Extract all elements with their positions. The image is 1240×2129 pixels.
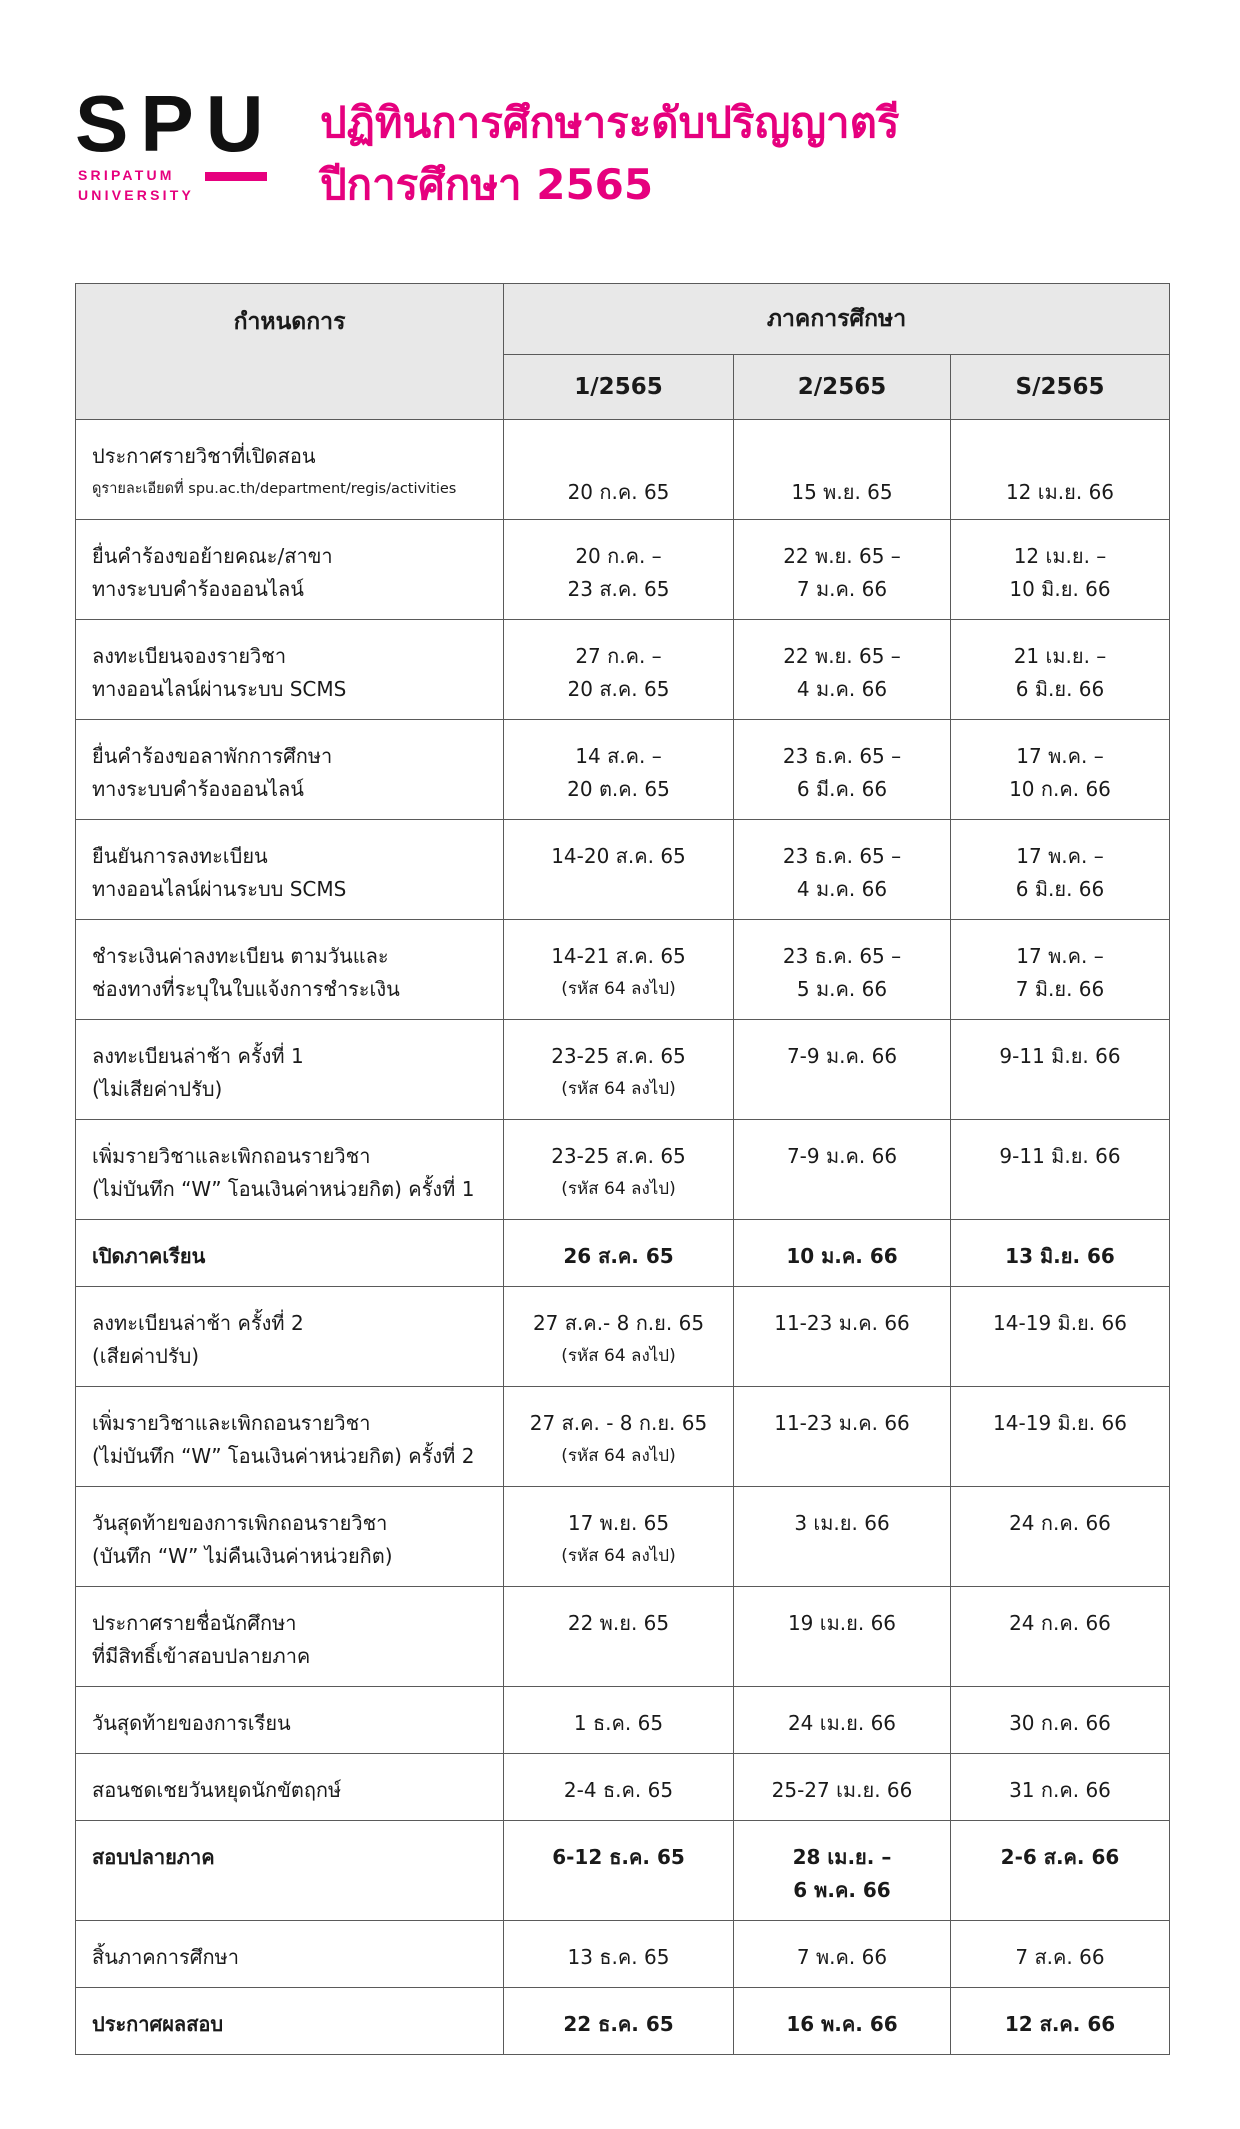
date-line: 14-19 มิ.ย. 66 [993,1311,1127,1335]
activity-label-line: ประกาศรายวิชาที่เปิดสอน [92,444,316,468]
activity-label [76,1020,504,1120]
date-line: 7-9 ม.ค. 66 [786,1044,898,1068]
activity-sub-note: ดูรายละเอียดที่ spu.ac.th/department/regis/activities [92,481,457,497]
logo-accent-bar [205,172,267,181]
activity-label-line: (ไม่เสียค่าปรับ) [92,1077,223,1101]
activity-label-line: ทางระบบคำร้องออนไลน์ [92,777,304,801]
term-3-date [951,1587,1170,1687]
logo-wordmark: SPU [75,79,276,168]
date-line: 7-9 ม.ค. 66 [786,1144,898,1168]
calendar-body [76,420,1170,2055]
logo-line-2: UNIVERSITY [78,187,195,203]
term-1-date [504,1988,734,2055]
activity-label-line: เปิดภาคเรียน [92,1244,206,1268]
activity-label-line: (ไม่บันทึก “W” โอนเงินค่าหน่วยกิต) ครั้งที่ 2 [92,1444,475,1468]
date-line: (รหัส 64 ลงไป) [561,1079,676,1099]
date-line: 23 ธ.ค. 65 – [782,744,902,768]
date-line: 1 ธ.ค. 65 [573,1711,664,1735]
date-line: 11-23 ม.ค. 66 [774,1311,910,1335]
term-2-date [734,1120,951,1220]
date-line: 23-25 ส.ค. 65 [551,1044,686,1068]
table-row [76,420,1170,520]
table-row [76,820,1170,920]
activity-label-line: ที่มีสิทธิ์เข้าสอบปลายภาค [92,1644,311,1668]
header-term-1: 1/2565 [504,355,734,420]
table-row [76,1020,1170,1120]
term-2-date [734,1587,951,1687]
date-line: 15 พ.ย. 65 [791,480,893,504]
term-1-date [504,820,734,920]
date-line: 3 เม.ย. 66 [794,1511,890,1535]
term-2-date [734,920,951,1020]
term-2-date [734,1387,951,1487]
term-3-date [951,1487,1170,1587]
date-line: 6 พ.ค. 66 [793,1878,891,1902]
date-line: 5 ม.ค. 66 [796,977,888,1001]
term-2-date [734,1220,951,1287]
date-line: 6-12 ธ.ค. 65 [552,1845,685,1869]
title-line-1: ปฏิทินการศึกษาระดับปริญญาตรี [320,98,900,147]
term-3-date [951,1754,1170,1821]
date-line: 7 มิ.ย. 66 [1015,977,1105,1001]
table-row [76,620,1170,720]
spu-logo [75,79,276,212]
term-1-date [504,1387,734,1487]
activity-label [76,1687,504,1754]
table-row [76,1821,1170,1921]
date-line: 22 พ.ย. 65 – [783,544,901,568]
logo-line-1: SRIPATUM [78,167,175,183]
activity-label-line: ทางระบบคำร้องออนไลน์ [92,577,304,601]
date-line: 2-4 ธ.ค. 65 [563,1778,674,1802]
term-2-date [734,1687,951,1754]
date-line: 16 พ.ค. 66 [786,2012,898,2036]
date-line: 2-6 ส.ค. 66 [1000,1845,1120,1869]
date-line: 27 ส.ค.- 8 ก.ย. 65 [532,1311,705,1335]
term-3-date [951,1988,1170,2055]
table-row [76,1120,1170,1220]
activity-label [76,1988,504,2055]
date-line: 24 เม.ย. 66 [787,1711,897,1735]
date-line: 9-11 มิ.ย. 66 [999,1044,1121,1068]
date-line: 13 มิ.ย. 66 [1005,1244,1115,1268]
date-line: 23 ธ.ค. 65 – [782,844,902,868]
date-line: 23-25 ส.ค. 65 [551,1144,686,1168]
activity-label-line: วันสุดท้ายของการเรียน [92,1711,291,1735]
date-line: 27 ก.ค. – [575,644,662,668]
date-line: 20 ก.ค. – [575,544,662,568]
activity-label-line: ทางออนไลน์ผ่านระบบ SCMS [92,877,347,901]
date-line: 23 ส.ค. 65 [567,577,670,601]
term-2-date [734,1921,951,1988]
date-line: 14 ส.ค. – [575,744,662,768]
date-line: 12 เม.ย. – [1013,544,1107,568]
activity-label-line: เพิ่มรายวิชาและเพิกถอนรายวิชา [92,1411,371,1435]
header-schedule: กำหนดการ [76,284,504,420]
activity-label-line: ลงทะเบียนล่าช้า ครั้งที่ 2 [92,1311,304,1335]
term-2-date [734,420,951,520]
activity-label-line: สิ้นภาคการศึกษา [92,1945,239,1969]
activity-label [76,1821,504,1921]
term-3-date [951,820,1170,920]
activity-label-line: วันสุดท้ายของการเพิกถอนรายวิชา [92,1511,388,1535]
activity-label-line: ยืนยันการลงทะเบียน [92,844,268,868]
term-1-date [504,720,734,820]
table-row [76,920,1170,1020]
date-line: 31 ก.ค. 66 [1009,1778,1111,1802]
activity-label [76,1487,504,1587]
date-line: (รหัส 64 ลงไป) [561,1179,676,1199]
page-header [75,79,1175,212]
activity-label [76,1587,504,1687]
term-3-date [951,1020,1170,1120]
term-2-date [734,720,951,820]
date-line: 17 พ.ค. – [1016,944,1104,968]
date-line: 27 ส.ค. - 8 ก.ย. 65 [529,1411,708,1435]
activity-label [76,820,504,920]
term-1-date [504,1587,734,1687]
term-1-date [504,520,734,620]
date-line: 10 ม.ค. 66 [786,1244,898,1268]
term-3-date [951,720,1170,820]
activity-label [76,1921,504,1988]
term-1-date [504,920,734,1020]
term-2-date [734,1287,951,1387]
activity-label-line: ชำระเงินค่าลงทะเบียน ตามวันและ [92,944,389,968]
date-line: 14-19 มิ.ย. 66 [993,1411,1127,1435]
date-line: 4 ม.ค. 66 [796,677,888,701]
activity-label [76,1287,504,1387]
date-line: 22 พ.ย. 65 [567,1611,670,1635]
date-line: 10 ก.ค. 66 [1009,777,1111,801]
activity-label-line: (ไม่บันทึก “W” โอนเงินค่าหน่วยกิต) ครั้งที่ 1 [92,1177,475,1201]
term-3-date [951,1687,1170,1754]
date-line: 22 พ.ย. 65 – [783,644,901,668]
activity-label-line: ทางออนไลน์ผ่านระบบ SCMS [92,677,347,701]
date-line: 26 ส.ค. 65 [563,1244,674,1268]
term-2-date [734,620,951,720]
table-row [76,1988,1170,2055]
term-3-date [951,1220,1170,1287]
term-2-date [734,1754,951,1821]
term-1-date [504,1120,734,1220]
term-2-date [734,1821,951,1921]
activity-label-line: (บันทึก “W” ไม่คืนเงินค่าหน่วยกิต) [92,1544,393,1568]
activity-label-line: ยื่นคำร้องขอย้ายคณะ/สาขา [92,544,333,568]
table-row [76,1487,1170,1587]
date-line: 20 ก.ค. 65 [567,480,670,504]
date-line: 4 ม.ค. 66 [796,877,888,901]
term-3-date [951,1921,1170,1988]
term-3-date [951,420,1170,520]
date-line: (รหัส 64 ลงไป) [561,979,676,999]
date-line: 28 เม.ย. – [792,1845,892,1869]
term-2-date [734,820,951,920]
activity-label [76,920,504,1020]
activity-label [76,1220,504,1287]
date-line: 23 ธ.ค. 65 – [782,944,902,968]
activity-label-line: ยื่นคำร้องขอลาพักการศึกษา [92,744,333,768]
activity-label-line: สอนชดเชยวันหยุดนักขัตฤกษ์ [92,1778,342,1802]
date-line: 9-11 มิ.ย. 66 [999,1144,1121,1168]
date-line: 12 ส.ค. 66 [1004,2012,1116,2036]
term-3-date [951,1287,1170,1387]
activity-label [76,1754,504,1821]
activity-label-line: เพิ่มรายวิชาและเพิกถอนรายวิชา [92,1144,371,1168]
date-line: 6 มี.ค. 66 [796,777,888,801]
term-3-date [951,1821,1170,1921]
date-line: 10 มิ.ย. 66 [1009,577,1111,601]
date-line: (รหัส 64 ลงไป) [561,1546,676,1566]
date-line: 12 เม.ย. 66 [1005,480,1115,504]
activity-label [76,1120,504,1220]
term-1-date [504,420,734,520]
date-line: 7 พ.ค. 66 [796,1945,888,1969]
date-line: (รหัส 64 ลงไป) [561,1446,676,1466]
date-line: 25-27 เม.ย. 66 [771,1778,913,1802]
date-line: 20 ส.ค. 65 [567,677,670,701]
activity-label-line: ประกาศผลสอบ [92,2012,224,2036]
table-row [76,1387,1170,1487]
term-2-date [734,1020,951,1120]
activity-label [76,620,504,720]
academic-calendar-table [75,283,1170,2055]
date-line: 17 พ.ย. 65 [567,1511,670,1535]
term-1-date [504,1821,734,1921]
activity-label [76,420,504,520]
term-1-date [504,1687,734,1754]
table-row [76,1287,1170,1387]
table-row [76,720,1170,820]
table-row [76,1921,1170,1988]
activity-label [76,520,504,620]
table-row [76,1687,1170,1754]
term-1-date [504,1020,734,1120]
date-line: 24 ก.ค. 66 [1009,1511,1111,1535]
date-line: 7 ส.ค. 66 [1015,1945,1105,1969]
activity-label-line: (เสียค่าปรับ) [92,1344,200,1368]
table-row [76,1220,1170,1287]
table-row [76,520,1170,620]
activity-label-line: ช่องทางที่ระบุในใบแจ้งการชำระเงิน [92,977,400,1001]
term-1-date [504,1754,734,1821]
date-line: 6 มิ.ย. 66 [1015,677,1105,701]
term-1-date [504,620,734,720]
activity-label-line: ลงทะเบียนล่าช้า ครั้งที่ 1 [92,1044,304,1068]
date-line: 24 ก.ค. 66 [1009,1611,1111,1635]
date-line: 17 พ.ค. – [1016,844,1104,868]
date-line: 14-21 ส.ค. 65 [551,944,686,968]
date-line: 19 เม.ย. 66 [787,1611,897,1635]
date-line: 11-23 ม.ค. 66 [774,1411,910,1435]
term-1-date [504,1487,734,1587]
title-line-2: ปีการศึกษา 2565 [320,160,654,209]
activity-label-line: สอบปลายภาค [92,1845,215,1869]
date-line: 22 ธ.ค. 65 [563,2012,674,2036]
term-1-date [504,1220,734,1287]
activity-label-line: ลงทะเบียนจองรายวิชา [92,644,287,668]
activity-label [76,1387,504,1487]
term-3-date [951,620,1170,720]
table-row [76,1587,1170,1687]
page-title [320,92,899,216]
date-line: 6 มิ.ย. 66 [1015,877,1105,901]
date-line: 30 ก.ค. 66 [1009,1711,1111,1735]
header-term-2: 2/2565 [734,355,951,420]
date-line: 7 ม.ค. 66 [796,577,888,601]
term-3-date [951,1387,1170,1487]
header-semester: ภาคการศึกษา [504,284,1170,355]
term-3-date [951,920,1170,1020]
activity-label-line: ประกาศรายชื่อนักศึกษา [92,1611,297,1635]
term-1-date [504,1921,734,1988]
date-line: (รหัส 64 ลงไป) [561,1346,676,1366]
term-2-date [734,520,951,620]
date-line: 21 เม.ย. – [1013,644,1107,668]
term-3-date [951,1120,1170,1220]
term-1-date [504,1287,734,1387]
date-line: 20 ต.ค. 65 [567,777,670,801]
date-line: 17 พ.ค. – [1016,744,1104,768]
date-line: 14-20 ส.ค. 65 [551,844,686,868]
term-2-date [734,1988,951,2055]
date-line: 13 ธ.ค. 65 [567,1945,670,1969]
table-row [76,1754,1170,1821]
term-2-date [734,1487,951,1587]
activity-label [76,720,504,820]
term-3-date [951,520,1170,620]
header-term-3: S/2565 [951,355,1170,420]
